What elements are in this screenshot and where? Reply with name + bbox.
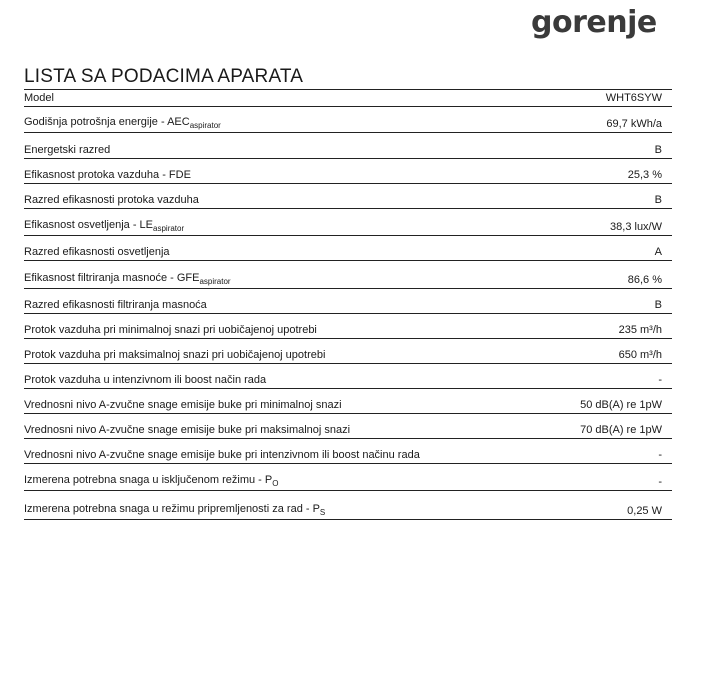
- row-label: Izmerena potrebna snaga u isključenom režimu - $P_O$: [24, 474, 279, 488]
- table-row: [24, 439, 672, 464]
- row-label: Protok vazduha pri maksimalnoj snazi pri uobičajenoj upotrebi: [24, 349, 326, 361]
- row-label: Vrednosni nivo A-zvučne snage emisije buke pri maksimalnoj snazi: [24, 424, 351, 436]
- table-row: [24, 364, 672, 389]
- table-row: [24, 107, 672, 133]
- row-value: B: [654, 299, 662, 311]
- row-label: Izmerena potrebna snaga u režimu pripremljenosti za rad - $P_S$: [24, 503, 326, 517]
- data-table: [24, 89, 672, 520]
- table-row: [24, 236, 672, 261]
- row-value: 50 dB(A) re 1pW: [580, 399, 662, 411]
- row-value: B: [654, 194, 662, 206]
- row-label: Razred efikasnosti osvetljenja: [24, 246, 170, 258]
- row-value: WHT6SYW: [605, 92, 662, 104]
- row-value: 235 m³/h: [618, 324, 662, 336]
- table-row: [24, 464, 672, 491]
- row-value: -: [658, 476, 662, 488]
- brand-logo: gorenje: [531, 5, 657, 40]
- row-label: Efikasnost protoka vazduha - FDE: [24, 169, 191, 181]
- table-row: [24, 184, 672, 209]
- row-label-subscript: aspirator: [189, 121, 221, 130]
- row-value: 69,7 kWh/a: [606, 118, 662, 130]
- row-label-subscript: aspirator: [153, 224, 185, 233]
- table-row: [24, 314, 672, 339]
- row-label: Energetski razred: [24, 144, 111, 156]
- table-row: [24, 389, 672, 414]
- row-label: Razred efikasnosti filtriranja masnoća: [24, 299, 207, 311]
- row-value: -: [658, 449, 662, 461]
- row-value: 0,25 W: [627, 505, 662, 517]
- row-value: 25,3 %: [627, 169, 662, 181]
- row-value: A: [654, 246, 662, 258]
- row-label: Vrednosni nivo A-zvučne snage emisije buke pri intenzivnom ili boost načinu rada: [24, 449, 420, 461]
- row-label: Efikasnost osvetljenja - $LE_{aspirator}$: [24, 219, 185, 233]
- table-row: [24, 289, 672, 314]
- table-row: [24, 159, 672, 184]
- row-value: 70 dB(A) re 1pW: [580, 424, 662, 436]
- table-row: [24, 414, 672, 439]
- table-row: [24, 209, 672, 236]
- row-label: Razred efikasnosti protoka vazduha: [24, 194, 199, 206]
- table-row: [24, 90, 672, 107]
- page-title: LISTA SA PODACIMA APARATA: [24, 66, 304, 87]
- table-row: [24, 339, 672, 364]
- row-label: Vrednosni nivo A-zvučne snage emisije buke pri minimalnoj snazi: [24, 399, 342, 411]
- row-label-subscript: S: [319, 508, 326, 517]
- row-label-subscript: aspirator: [199, 277, 231, 286]
- row-value: 86,6 %: [627, 274, 662, 286]
- row-value: -: [658, 374, 662, 386]
- row-value: 650 m³/h: [618, 349, 662, 361]
- row-label-subscript: O: [272, 479, 279, 488]
- row-label: Protok vazduha pri minimalnoj snazi pri uobičajenoj upotrebi: [24, 324, 317, 336]
- row-label: Efikasnost filtriranja masnoće - $GFE_{aspirator}$: [24, 272, 231, 286]
- row-value: 38,3 lux/W: [610, 221, 662, 233]
- table-row: [24, 491, 672, 520]
- table-row: [24, 261, 672, 289]
- row-label: Godišnja potrošnja energije - $AEC_{aspirator}$: [24, 116, 221, 130]
- row-value: B: [654, 144, 662, 156]
- row-label: Protok vazduha u intenzivnom ili boost način rada: [24, 374, 267, 386]
- table-row: [24, 133, 672, 159]
- row-label: Model: [24, 92, 54, 104]
